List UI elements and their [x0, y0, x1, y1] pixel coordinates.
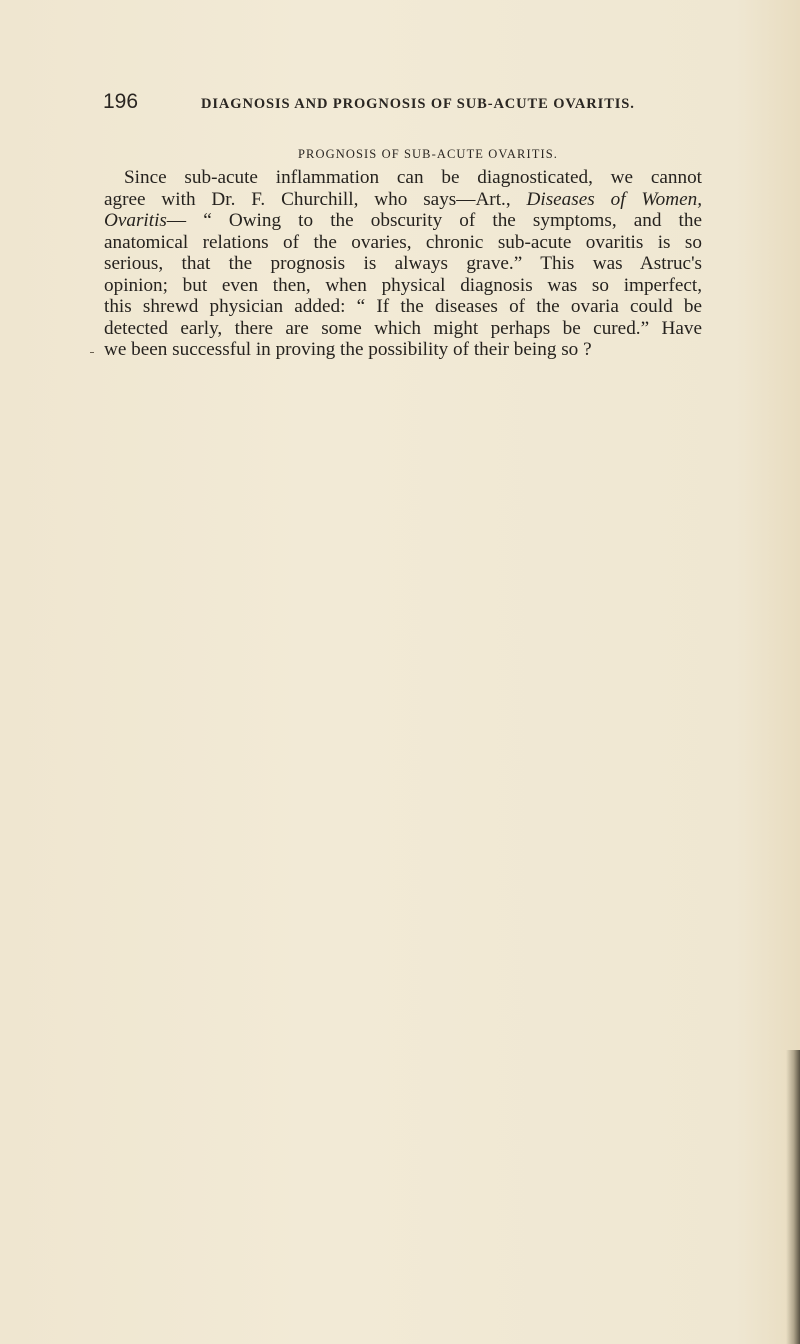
paragraph-line: Since sub-acute inflammation can be diagnosticated, we cannot [124, 167, 702, 188]
paragraph-line [104, 210, 702, 232]
paragraph-line: we been successful in proving the possibility of their being so ? [104, 339, 592, 360]
paragraph-line-segment: — “ Owing to the obscurity of the symptoms, and the [166, 210, 702, 231]
page-header [103, 90, 703, 120]
paragraph [104, 167, 702, 361]
margin-mark [90, 352, 94, 353]
chapter-title-italic: Ovaritis [104, 210, 167, 231]
page-edge-shadow [786, 1050, 800, 1344]
section-title: PROGNOSIS OF SUB-ACUTE OVARITIS. [298, 147, 559, 161]
paragraph-line: anatomical relations of the ovaries, chronic sub-acute ovaritis is so [104, 231, 702, 253]
paragraph-line-segment: agree with Dr. F. Churchill, who says—Art., [104, 188, 511, 210]
paragraph-line: serious, that the prognosis is always grave.” This was Astruc's [104, 253, 702, 274]
paragraph-line: this shrewd physician added: “ If the diseases of the ovaria could be [104, 296, 702, 317]
paragraph-line [104, 189, 702, 211]
book-title-italic: Diseases of Women, [526, 188, 703, 210]
paragraph-line: detected early, there are some which might perhaps be cured.” Have [104, 317, 702, 339]
paragraph-line: opinion; but even then, when physical diagnosis was so imperfect, [104, 274, 702, 296]
page-number: 196 [103, 90, 139, 113]
running-head: DIAGNOSIS AND PROGNOSIS OF SUB-ACUTE OVARITIS. [201, 96, 635, 112]
